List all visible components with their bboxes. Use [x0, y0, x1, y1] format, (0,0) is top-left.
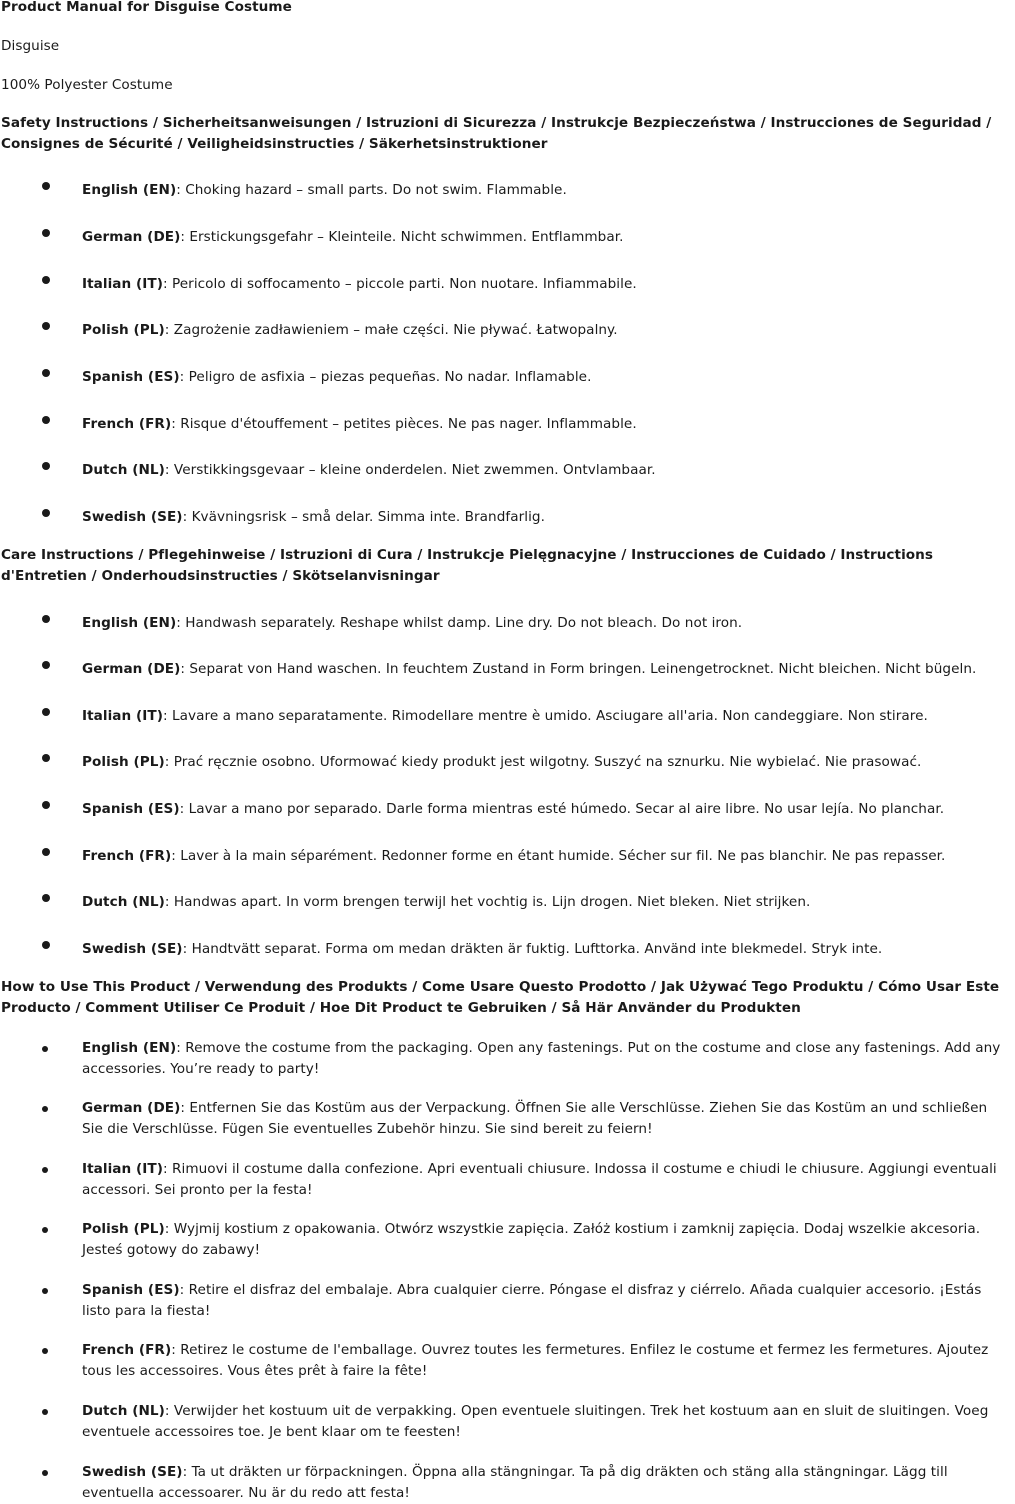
- item-text: : Risque d'étouffement – petites pièces. Ne pas nager. Inflammable.: [171, 416, 637, 432]
- care-heading: Care Instructions / Pflegehinweise / Istruzioni di Cura / Instrukcje Pielęgnacyjne / Instrucciones de Cuidado / Instructions d'Entretien / Onderhoudsinstructies / Skötselanvisningar: [1, 547, 934, 584]
- bullet-icon: [42, 1409, 48, 1415]
- usage-item-es: [82, 1280, 1012, 1322]
- item-text: : Separat von Hand waschen. In feuchtem Zustand in Form bringen. Leinengetrocknet. Nicht bleichen. Nicht bügeln.: [180, 661, 977, 677]
- item-text: : Retirez le costume de l'emballage. Ouvrez toutes les fermetures. Enfilez le costume et fermez les fermetures. Ajoutez tous les accessoires. Vous êtes prêt à faire la fête!: [82, 1342, 989, 1379]
- item-lang: Italian (IT): [82, 708, 163, 724]
- item-lang: Polish (PL): [82, 322, 165, 338]
- item-text: : Choking hazard – small parts. Do not swim. Flammable.: [176, 182, 567, 198]
- item-text: : Erstickungsgefahr – Kleinteile. Nicht schwimmen. Entflammbar.: [180, 229, 624, 245]
- item-text: : Zagrożenie zadławieniem – małe części. Nie pływać. Łatwopalny.: [164, 322, 618, 338]
- bullet-icon: [42, 708, 50, 716]
- care-item-nl: [82, 892, 1012, 913]
- item-lang: German (DE): [82, 661, 181, 677]
- brand-name: Disguise: [1, 38, 60, 54]
- item-lang: Dutch (NL): [82, 1403, 165, 1419]
- item-text: : Entfernen Sie das Kostüm aus der Verpackung. Öffnen Sie alle Verschlüsse. Ziehen Sie das Kostüm an und schließen Sie die Verschlüsse. Fügen Sie eventuelles Zubehör hinzu. Sie sind bereit zu feiern!: [82, 1100, 988, 1137]
- bullet-icon: [42, 1106, 48, 1112]
- item-lang: Swedish (SE): [82, 509, 183, 525]
- bullet-icon: [42, 615, 50, 623]
- item-lang: Italian (IT): [82, 276, 163, 292]
- item-text: : Peligro de asfixia – piezas pequeñas. No nadar. Inflamable.: [179, 369, 592, 385]
- bullet-icon: [42, 894, 50, 902]
- usage-item-de: [82, 1098, 1012, 1140]
- item-lang: Polish (PL): [82, 1221, 165, 1237]
- item-text: : Lavare a mano separatamente. Rimodellare mentre è umido. Asciugare all'aria. Non candeggiare. Non stirare.: [163, 708, 928, 724]
- usage-item-en: [82, 1038, 1012, 1080]
- care-item-es: [82, 799, 1012, 820]
- item-lang: Polish (PL): [82, 754, 165, 770]
- safety-heading: Safety Instructions / Sicherheitsanweisungen / Istruzioni di Sicurezza / Instrukcje Bezpieczeństwa / Instrucciones de Seguridad / Consignes de Sécurité / Veiligheidsinstructies / Säkerhetsinstruktioner: [1, 115, 992, 152]
- item-lang: French (FR): [82, 848, 172, 864]
- item-text: : Remove the costume from the packaging. Open any fastenings. Put on the costume and close any fastenings. Add any accessories. You’re ready to party!: [82, 1040, 1001, 1077]
- usage-item-nl: [82, 1401, 1012, 1443]
- item-lang: Dutch (NL): [82, 894, 165, 910]
- safety-item-it: [82, 274, 1012, 295]
- safety-item-en: [82, 180, 1012, 201]
- bullet-icon: [42, 1046, 48, 1052]
- item-lang: Italian (IT): [82, 1161, 163, 1177]
- safety-item-de: [82, 227, 1012, 248]
- bullet-icon: [42, 1167, 48, 1173]
- item-text: : Prać ręcznie osobno. Uformować kiedy produkt jest wilgotny. Suszyć na sznurku. Nie wybielać. Nie prasować.: [164, 754, 922, 770]
- care-item-de: [82, 659, 1012, 680]
- document-title: Product Manual for Disguise Costume: [1, 0, 292, 15]
- item-text: : Wyjmij kostium z opakowania. Otwórz wszystkie zapięcia. Załóż kostium i zamknij zapięcia. Dodaj wszelkie akcesoria. Jesteś gotowy do zabawy!: [82, 1221, 981, 1258]
- item-lang: Swedish (SE): [82, 941, 183, 957]
- item-lang: German (DE): [82, 1100, 181, 1116]
- safety-item-es: [82, 367, 1012, 388]
- usage-item-se: [82, 1462, 1012, 1504]
- bullet-icon: [42, 661, 50, 669]
- bullet-icon: [42, 229, 50, 237]
- item-lang: Spanish (ES): [82, 369, 180, 385]
- bullet-icon: [42, 322, 50, 330]
- care-item-en: [82, 613, 1012, 634]
- item-text: : Handwas apart. In vorm brengen terwijl het vochtig is. Lijn drogen. Niet bleken. Niet strijken.: [164, 894, 811, 910]
- bullet-icon: [42, 754, 50, 762]
- item-text: : Pericolo di soffocamento – piccole parti. Non nuotare. Infiammabile.: [163, 276, 637, 292]
- item-text: : Lavar a mano por separado. Darle forma mientras esté húmedo. Secar al aire libre. No usar lejía. No planchar.: [179, 801, 945, 817]
- bullet-icon: [42, 941, 50, 949]
- item-text: : Verwijder het kostuum uit de verpakking. Open eventuele sluitingen. Trek het kostuum aan en sluit de sluitingen. Voeg eventuele accessoires toe. Je bent klaar om te feesten!: [82, 1403, 989, 1440]
- bullet-icon: [42, 1227, 48, 1233]
- item-lang: Swedish (SE): [82, 1464, 183, 1480]
- safety-item-pl: [82, 320, 1012, 341]
- item-text: : Kvävningsrisk – små delar. Simma inte. Brandfarlig.: [182, 509, 545, 525]
- safety-item-nl: [82, 460, 1012, 481]
- item-text: : Rimuovi il costume dalla confezione. Apri eventuali chiusure. Indossa il costume e chiudi le chiusure. Aggiungi eventuali accessori. Sei pronto per la festa!: [82, 1161, 997, 1198]
- care-item-se: [82, 939, 1012, 960]
- care-item-pl: [82, 752, 1012, 773]
- item-text: : Handwash separately. Reshape whilst damp. Line dry. Do not bleach. Do not iron.: [176, 615, 743, 631]
- safety-item-fr: [82, 414, 1012, 435]
- care-item-fr: [82, 846, 1012, 867]
- usage-item-pl: [82, 1219, 1012, 1261]
- item-lang: English (EN): [82, 1040, 177, 1056]
- bullet-icon: [42, 1288, 48, 1294]
- bullet-icon: [42, 462, 50, 470]
- bullet-icon: [42, 801, 50, 809]
- usage-item-it: [82, 1159, 1012, 1201]
- material-line: 100% Polyester Costume: [1, 77, 173, 93]
- item-lang: Spanish (ES): [82, 801, 180, 817]
- usage-item-fr: [82, 1340, 1012, 1382]
- bullet-icon: [42, 1470, 48, 1476]
- item-lang: French (FR): [82, 1342, 172, 1358]
- item-lang: Spanish (ES): [82, 1282, 180, 1298]
- item-text: : Laver à la main séparément. Redonner forme en étant humide. Sécher sur fil. Ne pas blanchir. Ne pas repasser.: [171, 848, 946, 864]
- bullet-icon: [42, 1348, 48, 1354]
- care-item-it: [82, 706, 1012, 727]
- bullet-icon: [42, 182, 50, 190]
- bullet-icon: [42, 416, 50, 424]
- bullet-icon: [42, 369, 50, 377]
- item-text: : Retire el disfraz del embalaje. Abra cualquier cierre. Póngase el disfraz y ciérrelo. Añada cualquier accesorio. ¡Estás listo para la fiesta!: [82, 1282, 982, 1319]
- item-text: : Ta ut dräkten ur förpackningen. Öppna alla stängningar. Ta på dig dräkten och stäng alla stängningar. Lägg till eventuella accessoarer. Nu är du redo att festa!: [82, 1464, 948, 1501]
- bullet-icon: [42, 276, 50, 284]
- bullet-icon: [42, 848, 50, 856]
- safety-item-se: [82, 507, 1012, 528]
- item-lang: German (DE): [82, 229, 181, 245]
- item-lang: English (EN): [82, 615, 177, 631]
- item-lang: Dutch (NL): [82, 462, 165, 478]
- item-lang: English (EN): [82, 182, 177, 198]
- item-text: : Handtvätt separat. Forma om medan dräkten är fuktig. Lufttorka. Använd inte blekmedel. Stryk inte.: [182, 941, 883, 957]
- bullet-icon: [42, 509, 50, 517]
- item-lang: French (FR): [82, 416, 172, 432]
- usage-heading: How to Use This Product / Verwendung des Produkts / Come Usare Questo Prodotto / Jak Używać Tego Produktu / Cómo Usar Este Producto / Comment Utiliser Ce Produit / Hoe Dit Product te Gebruiken / Så Här Använder du Produkten: [1, 979, 1000, 1016]
- item-text: : Verstikkingsgevaar – kleine onderdelen. Niet zwemmen. Ontvlambaar.: [164, 462, 656, 478]
